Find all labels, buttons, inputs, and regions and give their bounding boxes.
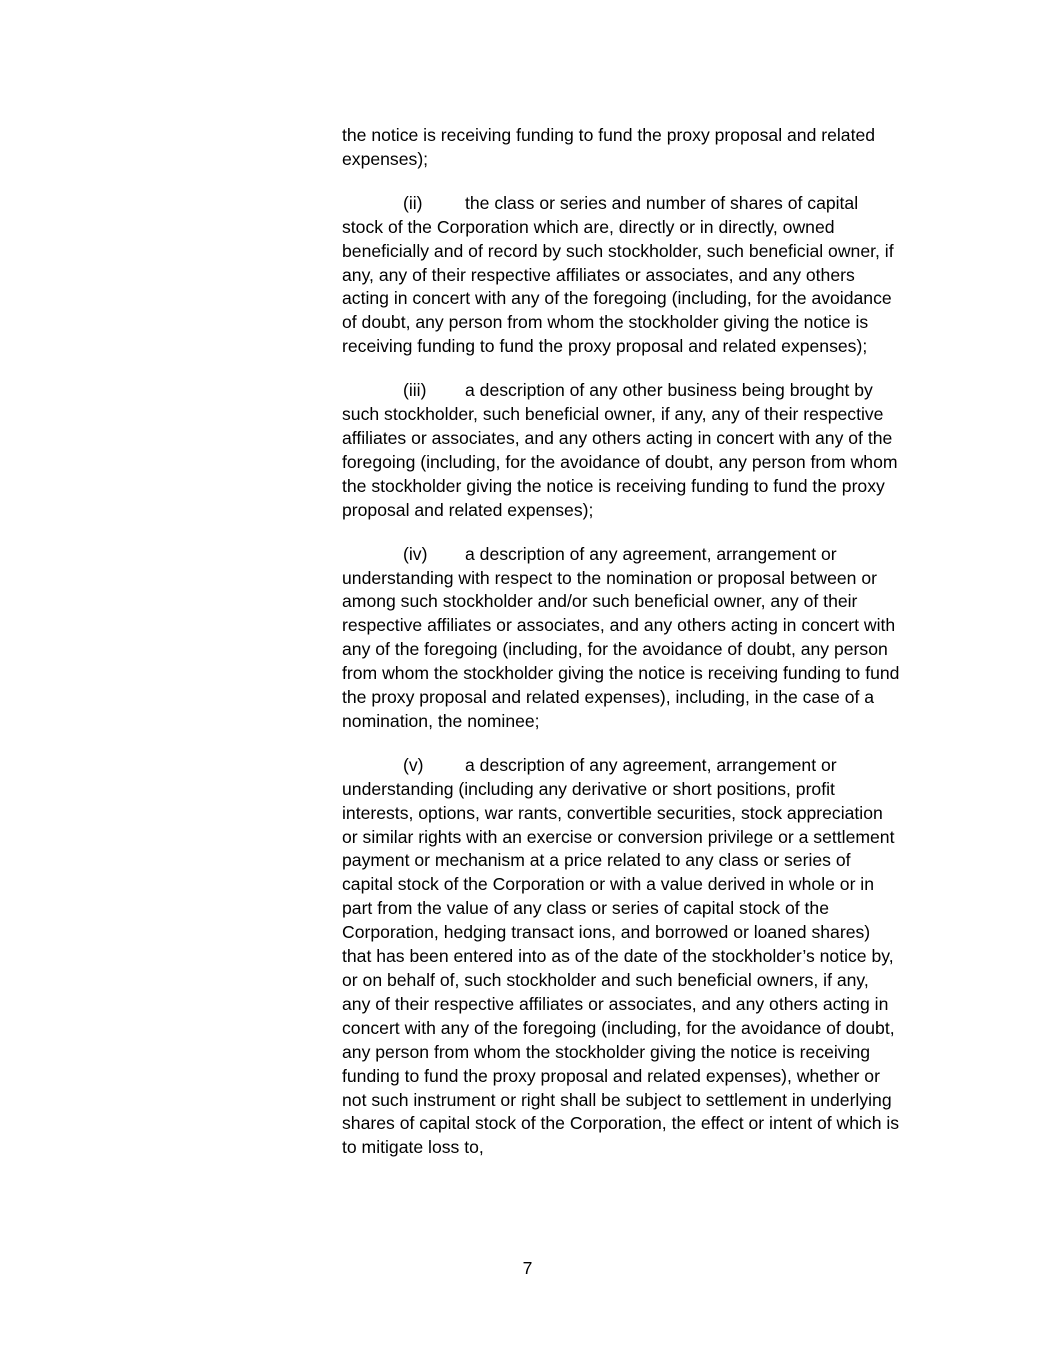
list-item-iv (342, 543, 902, 734)
item-label: (iv) (403, 543, 428, 564)
item-text: a description of any agreement, arrangement or understanding (including any derivative or short positions, profit interests, options, war rants, convertible securities, stock appreciation or similar rights with an exercise or conversion privilege or a settlement payment or mechanism at a price related to any class or series of capital stock of the Corporation or with a value derived in whole or in part from the value of any class or series of capital stock of the Corporation, hedging transact ions, and borrowed or loaned shares) that has been entered into as of the date of the stockholder’s notice by, or on behalf of, such stockholder and such beneficial owners, if any, any of their respective affiliates or associates, and any others acting in concert with any of the foregoing (including, for the avoidance of doubt, any person from whom the stockholder giving the notice is receiving funding to fund the proxy proposal and related expenses), whether or not such instrument or right shall be subject to settlement in underlying shares of capital stock of the Corporation, the effect or intent of which is to mitigate loss to, (342, 754, 900, 1158)
continuation-paragraph: the notice is receiving funding to fund the proxy proposal and related expenses); (342, 125, 876, 169)
item-label: (iii) (403, 380, 427, 401)
item-text: a description of any other business being brought by such stockholder, such beneficial owner, if any, any of their respective affiliates or associates, and any others acting in concert with any of the foregoing (including, for the avoidance of doubt, any person from whom the stockholder giving the notice is receiving funding to fund the proxy proposal and related expenses); (342, 380, 898, 520)
list-item-ii (342, 192, 902, 359)
item-label: (v) (403, 754, 424, 775)
body-text-column (342, 124, 902, 1180)
list-item-v (342, 754, 902, 1160)
page-number: 7 (522, 1258, 533, 1278)
list-item-iii (342, 379, 902, 522)
item-text: a description of any agreement, arrangement or understanding with respect to the nomination or proposal between or among such stockholder and/or such beneficial owner, any of their respective affiliates or associates, and any others acting in concert with any of the foregoing (including, for the avoidance of doubt, any person from whom the stockholder giving the notice is receiving funding to fund the proxy proposal and related expenses), including, in the case of a nomination, the nominee; (342, 543, 900, 731)
item-text: the class or series and number of shares of capital stock of the Corporation which are, directly or in directly, owned beneficially and of record by such stockholder, such beneficial owner, if any, any of their respective affiliates or associates, and any others acting in concert with any of the foregoing (including, for the avoidance of doubt, any person from whom the stockholder giving the notice is receiving funding to fund the proxy proposal and related expenses); (342, 192, 894, 357)
item-label: (ii) (403, 192, 423, 213)
